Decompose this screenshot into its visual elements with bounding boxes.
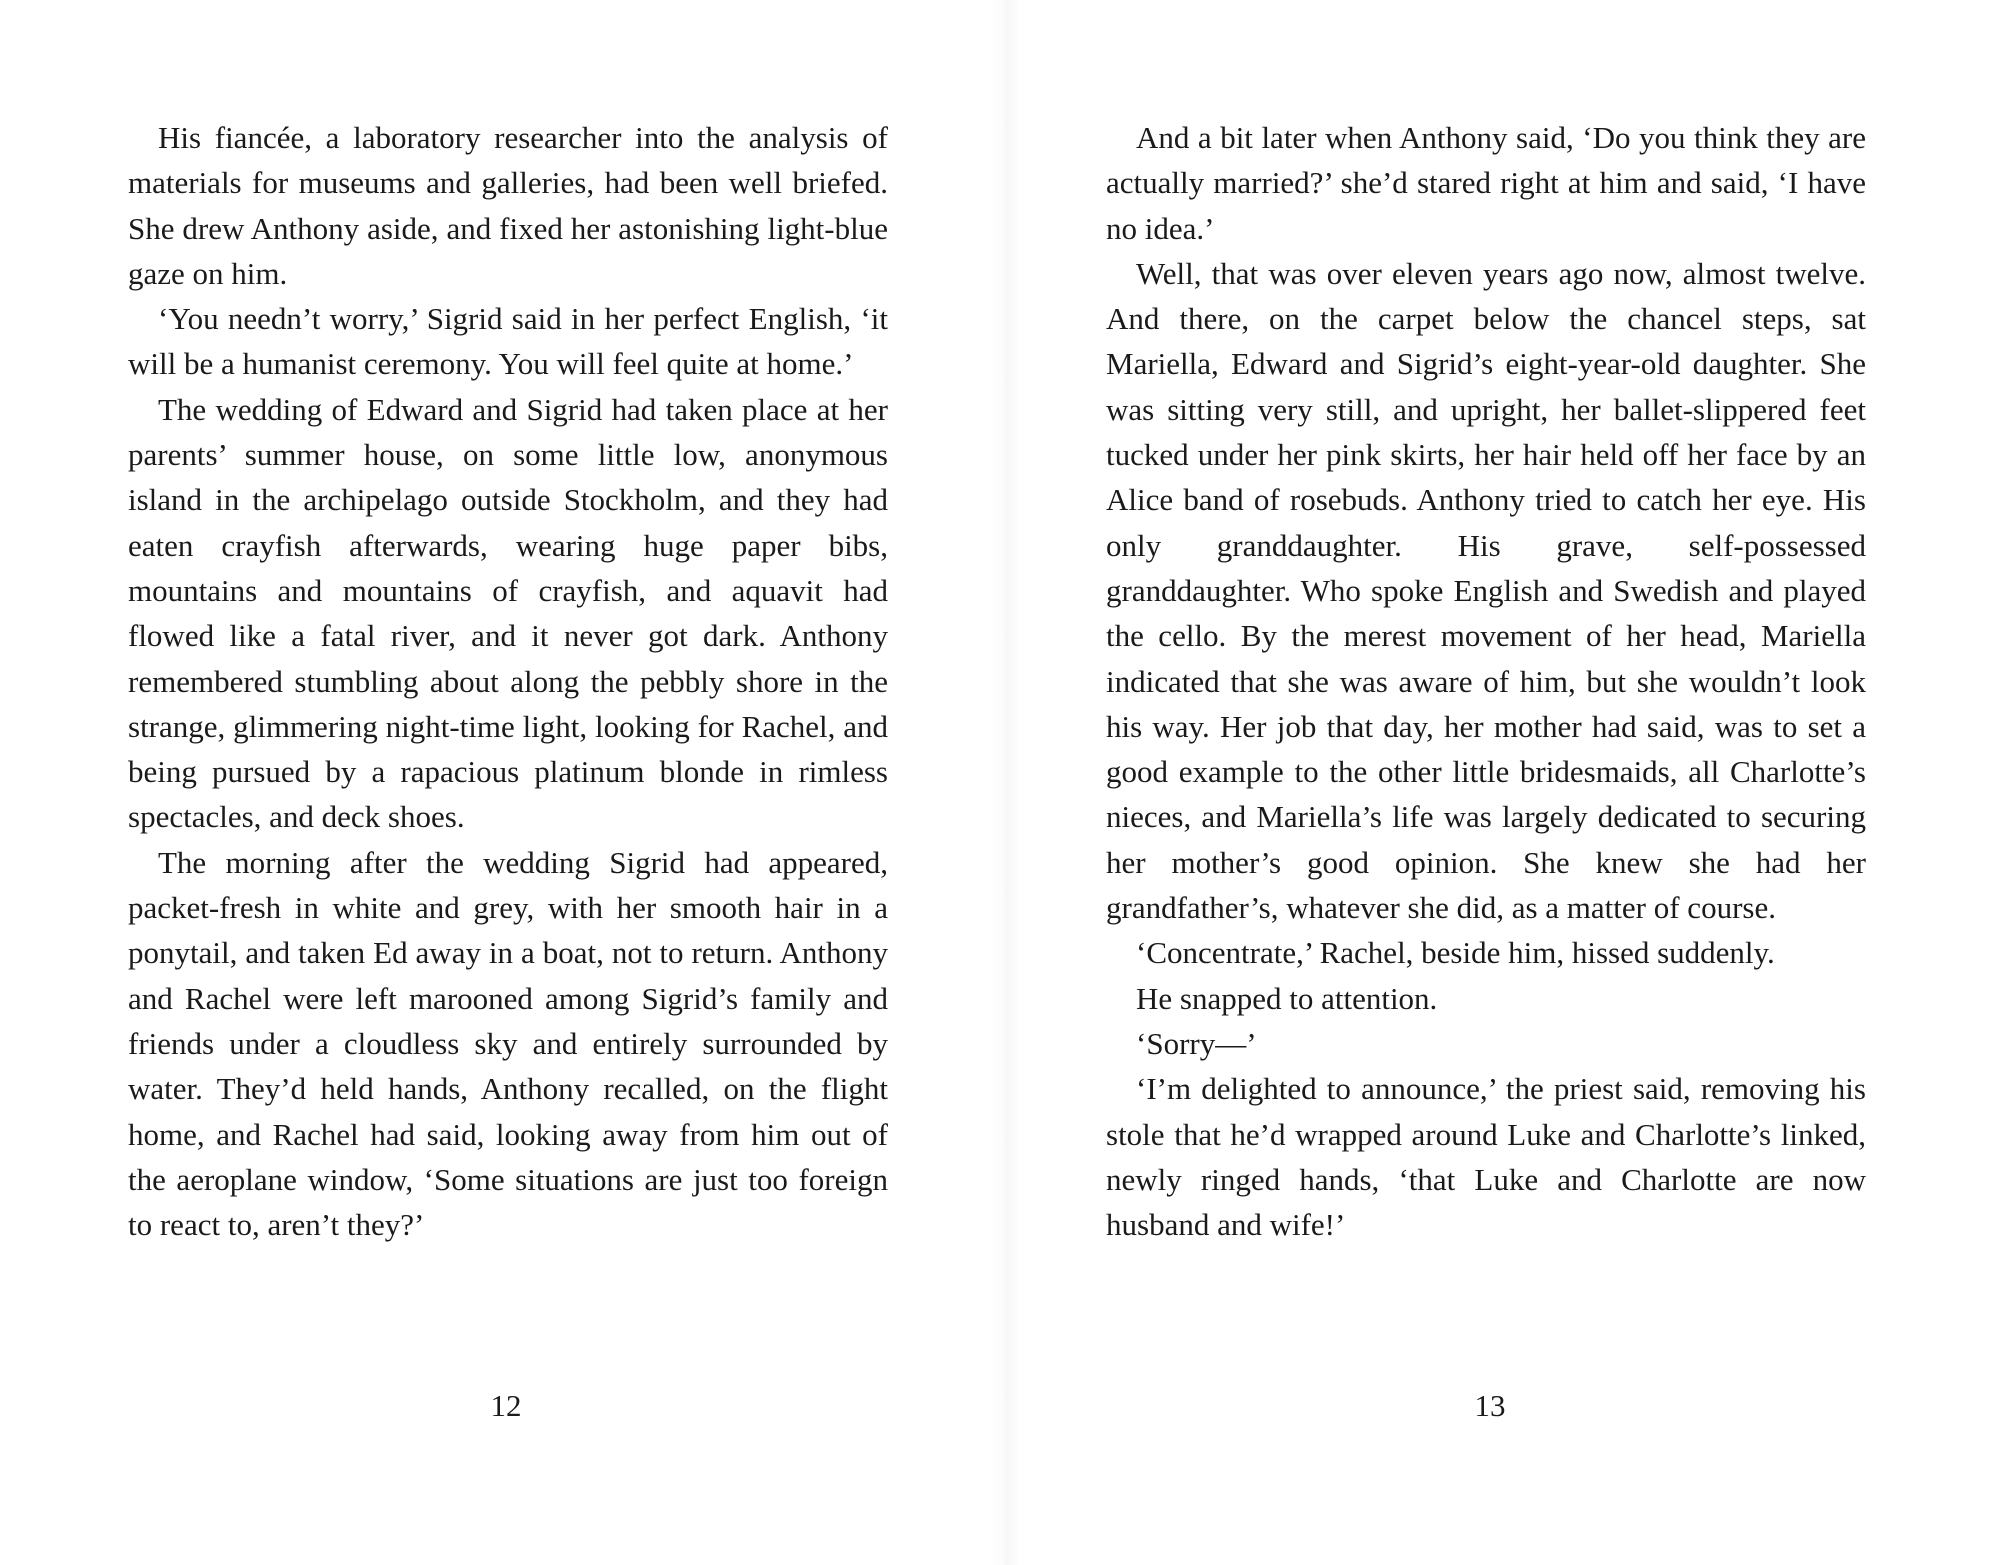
right-paragraph: ‘I’m delighted to announce,’ the priest said, removing his stole that he’d wrapped around Luke and Charlotte’s linked, newly ringed hands, ‘that Luke and Charlotte are now husband and wife!’	[1106, 1071, 1866, 1243]
right-paragraph: And a bit later when Anthony said, ‘Do you think they are actually married?’ she’d stared right at him and said, ‘I have no idea.’	[1106, 120, 1866, 246]
left-paragraph: ‘You needn’t worry,’ Sigrid said in her perfect English, ‘it will be a humanist ceremony. You will feel quite at home.’	[128, 301, 888, 382]
right-page-text	[1106, 115, 1866, 1247]
right-paragraph: Well, that was over eleven years ago now, almost twelve. And there, on the carpet below the chancel steps, sat Mariella, Edward and Sigrid’s eight-year-old daughter. She was sitting very still, and upright, her ballet-slippered feet tucked under her pink skirts, her hair held off her face by an Alice band of rosebuds. Anthony tried to catch her eye. His only granddaughter. His grave, self-possessed granddaughter. Who spoke English and Swedish and played the cello. By the merest movement of her head, Mariella indicated that she was aware of him, but she wouldn’t look his way. Her job that day, her mother had said, was to set a good example to the other little bridesmaids, all Charlotte’s nieces, and Mariella’s life was largely dedicated to securing her mother’s good opinion. She knew she had her grandfather’s, whatever she did, as a matter of course.	[1106, 255, 1866, 926]
left-paragraph: His fiancée, a laboratory researcher into the analysis of materials for museums and galleries, had been well briefed. She drew Anthony aside, and fixed her astonishing light-blue gaze on him.	[128, 120, 888, 291]
right-paragraph: ‘Concentrate,’ Rachel, beside him, hissed suddenly.	[1136, 935, 1775, 971]
book-gutter	[990, 0, 1020, 1565]
right-paragraph: ‘Sorry—’	[1136, 1025, 1257, 1061]
left-paragraph: The wedding of Edward and Sigrid had taken place at her parents’ summer house, on some little low, anonymous island in the archipelago outside Stockholm, and they had eaten crayfish afterwards, wearing huge paper bibs, mountains and mountains of crayfish, and aquavit had flowed like a fatal river, and it never got dark. Anthony remembered stumbling about along the pebbly shore in the strange, glimmering night-time light, looking for Rachel, and being pursued by a rapacious platinum blonde in rimless spectacles, and deck shoes.	[128, 391, 888, 835]
left-page-text	[128, 115, 888, 1247]
right-paragraph: He snapped to attention.	[1136, 980, 1438, 1016]
left-paragraph: The morning after the wedding Sigrid had appeared, packet-fresh in white and grey, with her smooth hair in a ponytail, and taken Ed away in a boat, not to return. Anthony and Rachel were left marooned among Sigrid’s family and friends under a cloudless sky and entirely surrounded by water. They’d held hands, Anthony recalled, on the flight home, and Rachel had said, looking away from him out of the aeroplane window, ‘Some situations are just too foreign to react to, aren’t they?’	[128, 844, 888, 1243]
page-number-right: 13	[1474, 1388, 1506, 1423]
page-number-left: 12	[490, 1388, 522, 1423]
